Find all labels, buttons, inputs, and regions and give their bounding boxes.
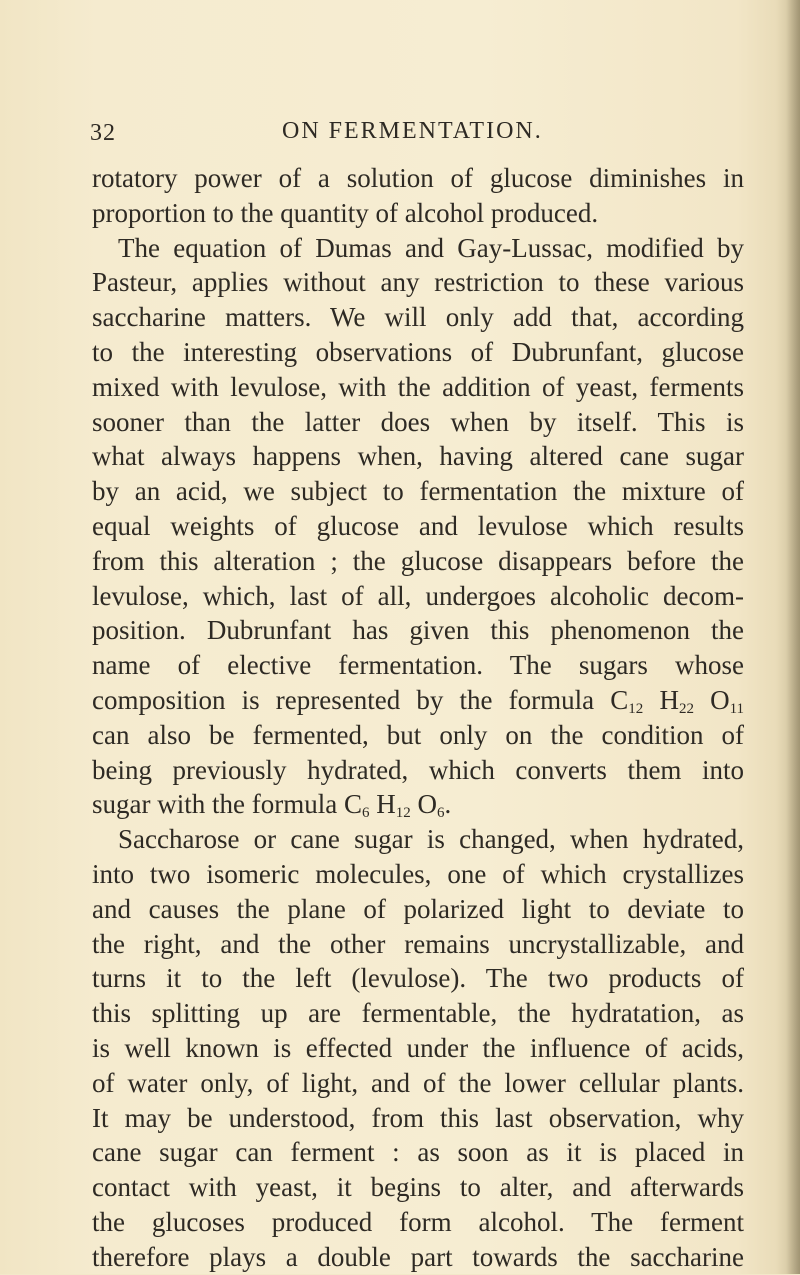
text-line: cane sugar can ferment : as soon as it is placed in xyxy=(92,1137,744,1168)
body-text xyxy=(92,161,744,1275)
text-line: position. Dubrunfant has given this phenomenon the xyxy=(92,615,744,646)
text-line: from this alteration ; the glucose disappears before the xyxy=(92,545,744,576)
text-line: sooner than the latter does when by itself. This is xyxy=(92,406,744,437)
text-line: can also be fermented, but only on the condition of xyxy=(92,719,744,750)
running-title: ON FERMENTATION. xyxy=(282,118,543,144)
text-line: the right, and the other remains uncrystallizable, and xyxy=(92,928,744,959)
text-line: and causes the plane of polarized light to deviate to xyxy=(92,893,744,924)
text-line-with-formula xyxy=(92,683,744,718)
page-edge-shadow xyxy=(786,0,800,1274)
chemical-formula: $C_{12}$ $H_{22}$ $O_{11}$ xyxy=(610,684,745,717)
page-number: 32 xyxy=(90,120,116,146)
text-line: being previously hydrated, which converts them into xyxy=(92,754,744,785)
text-line: rotatory power of a solution of glucose diminishes in xyxy=(92,163,744,193)
text-line: levulose, which, last of all, undergoes alcoholic decom- xyxy=(92,580,744,611)
text-line: into two isomeric molecules, one of which crystallizes xyxy=(92,858,744,889)
text-fragment: composition is represented by the formula xyxy=(92,684,595,715)
text-line: proportion to the quantity of alcohol produced. xyxy=(92,197,599,228)
text-line: Pasteur, applies without any restriction to these various xyxy=(92,267,744,298)
text-line: name of elective fermentation. The sugars whose xyxy=(92,650,744,681)
text-line: to the interesting observations of Dubrunfant, glucose xyxy=(92,336,744,367)
text-line-with-formula xyxy=(92,787,744,822)
text-line: of water only, of light, and of the lower cellular plants. xyxy=(92,1067,744,1098)
text-line: what always happens when, having altered cane sugar xyxy=(92,441,744,472)
text-line: Saccharose or cane sugar is changed, when hydrated, xyxy=(118,824,744,855)
text-line: It may be understood, from this last observation, why xyxy=(92,1102,744,1133)
text-line: saccharine matters. We will only add that, according xyxy=(92,302,744,333)
text-line: by an acid, we subject to fermentation the mixture of xyxy=(92,476,744,507)
chemical-formula: $C_6$ $H_{12}$ $O_6$. xyxy=(343,789,452,822)
text-line: is well known is effected under the influence of acids, xyxy=(92,1032,744,1063)
text-line: equal weights of glucose and levulose which results xyxy=(92,510,744,541)
text-line: mixed with levulose, with the addition of yeast, ferments xyxy=(92,371,744,402)
text-line: the glucoses produced form alcohol. The ferment xyxy=(92,1206,744,1237)
text-fragment: sugar with the formula xyxy=(92,789,338,820)
text-line: contact with yeast, it begins to alter, and afterwards xyxy=(92,1172,744,1203)
text-line: turns it to the left (levulose). The two products of xyxy=(92,963,744,994)
text-line: The equation of Dumas and Gay-Lussac, modified by xyxy=(118,232,744,263)
text-line: therefore plays a double part towards the saccharine xyxy=(92,1241,744,1272)
text-line: this splitting up are fermentable, the hydratation, as xyxy=(92,998,744,1029)
